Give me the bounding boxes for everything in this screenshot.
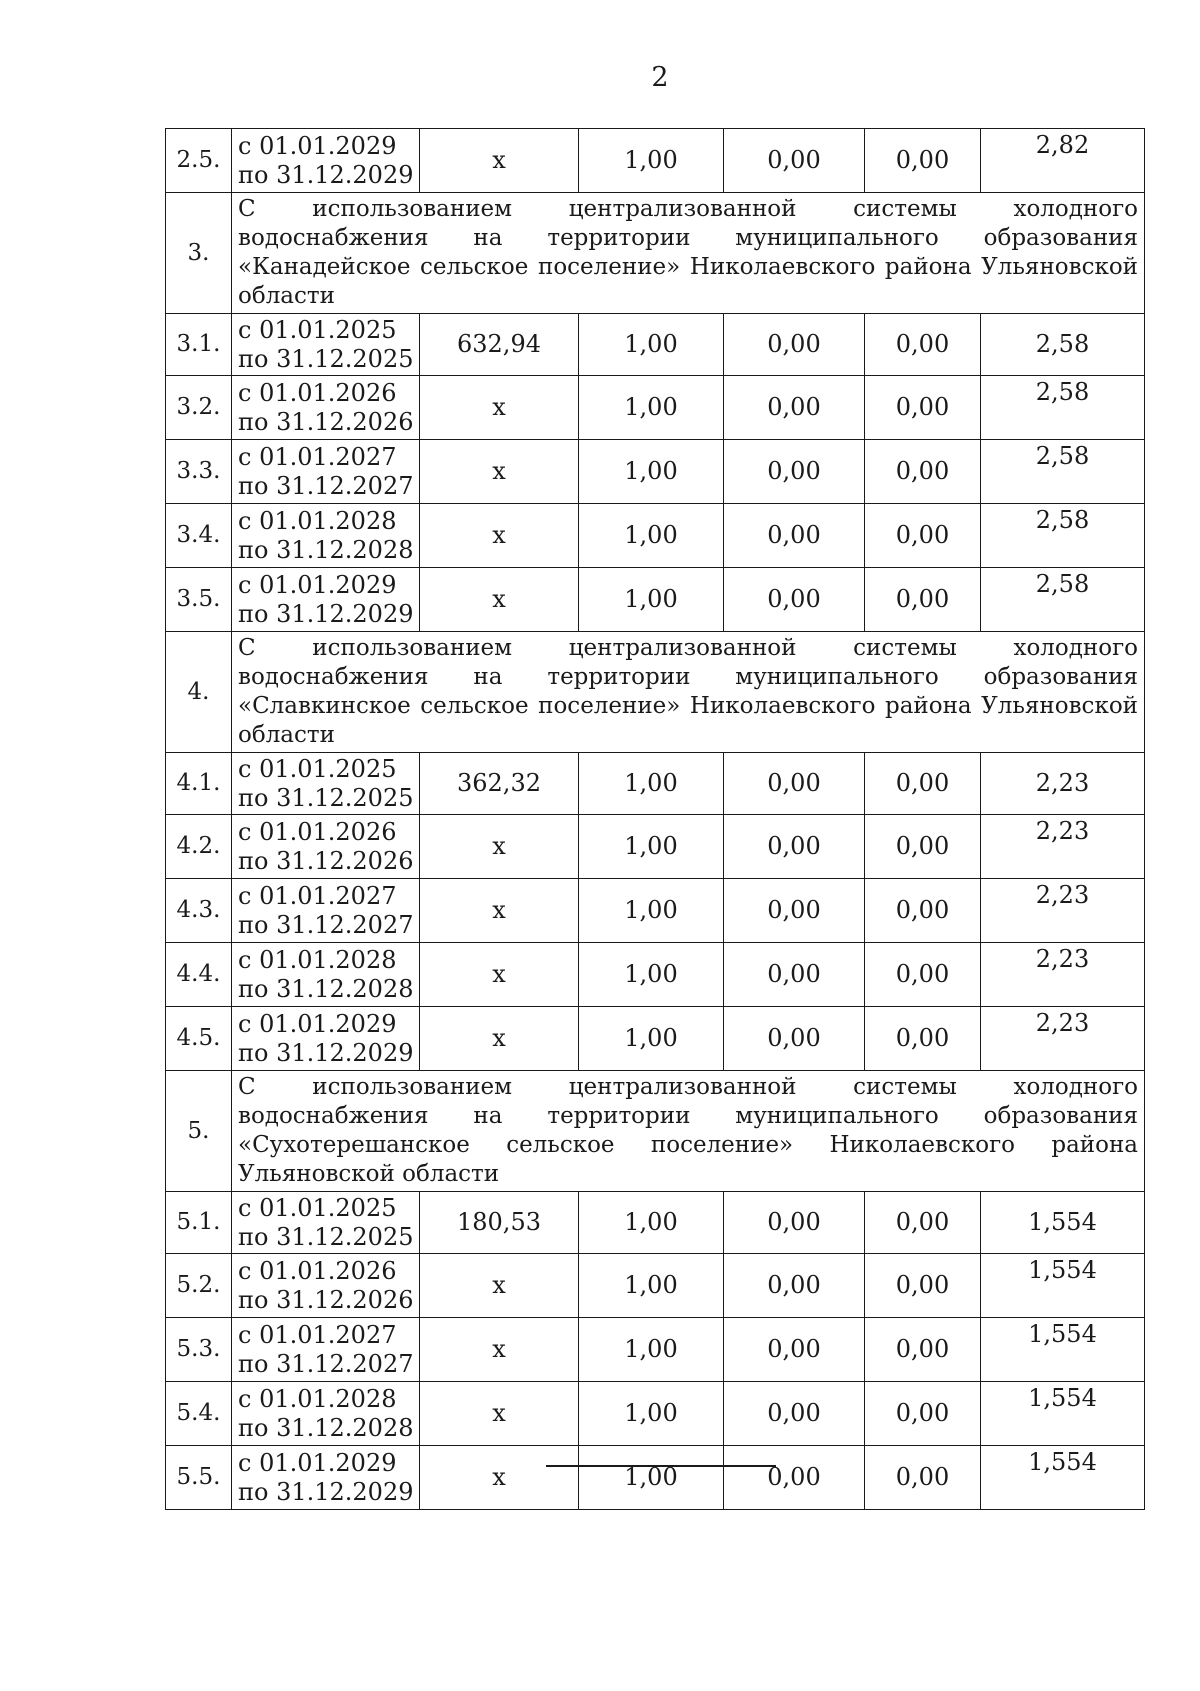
table-row [166,440,1145,504]
value-cell: 1,00 [579,504,724,568]
value-cell: 2,58 [981,314,1145,376]
period-from: с 01.01.2028 [238,945,397,974]
tariff-table-body [166,129,1145,1510]
period-cell [232,1382,420,1446]
value-cell: 0,00 [865,1382,981,1446]
period-to: по 31.12.2027 [238,910,414,939]
row-number: 5.3. [166,1318,232,1382]
row-number: 4.1. [166,753,232,815]
value-cell: 0,00 [865,753,981,815]
value-cell: 1,00 [579,1007,724,1071]
value-cell: 1,00 [579,440,724,504]
value-cell: 1,00 [579,1254,724,1318]
period-cell [232,879,420,943]
value-cell: 2,58 [981,376,1145,440]
value-cell: 2,58 [981,568,1145,632]
value-cell: 0,00 [865,1446,981,1510]
period-from: с 01.01.2029 [238,131,397,160]
page-number: 2 [651,62,669,93]
value-cell: 1,554 [981,1254,1145,1318]
value-cell: 1,554 [981,1446,1145,1510]
row-number: 2.5. [166,129,232,193]
period-from: с 01.01.2026 [238,378,397,407]
tariff-table [165,128,1145,1510]
value-cell: 0,00 [865,129,981,193]
value-cell: 0,00 [865,504,981,568]
value-cell: 0,00 [865,568,981,632]
period-from: с 01.01.2029 [238,570,397,599]
table-row [166,314,1145,376]
row-number: 3.1. [166,314,232,376]
value-cell: 0,00 [724,129,865,193]
row-number: 5.1. [166,1192,232,1254]
value-cell: 0,00 [724,504,865,568]
period-from: с 01.01.2027 [238,1320,397,1349]
value-cell: х [420,1007,579,1071]
period-to: по 31.12.2027 [238,1349,414,1378]
value-cell: 0,00 [865,1254,981,1318]
value-cell: х [420,815,579,879]
value-cell: 2,23 [981,1007,1145,1071]
period-to: по 31.12.2028 [238,974,414,1003]
value-cell: 0,00 [724,440,865,504]
value-cell: 1,00 [579,815,724,879]
value-cell: 1,00 [579,376,724,440]
section-title: С использованием централизованной системы холодного водоснабжения на территории муниципального образования «Канадейское сельское поселение» Николаевского района Ульяновской области [232,193,1145,314]
period-from: с 01.01.2027 [238,442,397,471]
period-cell [232,943,420,1007]
value-cell: х [420,1446,579,1510]
value-cell: 1,00 [579,1318,724,1382]
period-to: по 31.12.2025 [238,1222,414,1251]
row-number: 3.5. [166,568,232,632]
period-cell [232,753,420,815]
row-number: 3.2. [166,376,232,440]
table-row [166,753,1145,815]
section-number: 5. [166,1071,232,1192]
value-cell: 1,00 [579,879,724,943]
row-number: 5.5. [166,1446,232,1510]
value-cell: 2,23 [981,753,1145,815]
section-header-row [166,1071,1145,1192]
section-header-row [166,193,1145,314]
value-cell: х [420,129,579,193]
value-cell: 0,00 [724,568,865,632]
period-to: по 31.12.2029 [238,160,414,189]
value-cell: 1,00 [579,1192,724,1254]
value-cell: 2,23 [981,879,1145,943]
row-number: 5.4. [166,1382,232,1446]
value-cell: 0,00 [724,1254,865,1318]
value-cell: 0,00 [865,376,981,440]
period-from: с 01.01.2025 [238,315,397,344]
value-cell: х [420,1382,579,1446]
period-from: с 01.01.2025 [238,754,397,783]
row-number: 4.4. [166,943,232,1007]
table-row [166,943,1145,1007]
value-cell: 2,23 [981,943,1145,1007]
table-row [166,1192,1145,1254]
section-title: С использованием централизованной системы холодного водоснабжения на территории муниципального образования «Славкинское сельское поселение» Николаевского района Ульяновской области [232,632,1145,753]
period-cell [232,1192,420,1254]
period-cell [232,376,420,440]
value-cell: 1,00 [579,1446,724,1510]
period-cell [232,815,420,879]
period-to: по 31.12.2029 [238,599,414,628]
table-row [166,1446,1145,1510]
period-from: с 01.01.2027 [238,881,397,910]
table-row [166,1382,1145,1446]
value-cell: 0,00 [724,815,865,879]
period-to: по 31.12.2025 [238,783,414,812]
value-cell: 0,00 [865,943,981,1007]
value-cell: 632,94 [420,314,579,376]
value-cell: 0,00 [724,879,865,943]
period-to: по 31.12.2025 [238,344,414,373]
period-from: с 01.01.2029 [238,1009,397,1038]
period-from: с 01.01.2028 [238,1384,397,1413]
period-cell [232,314,420,376]
value-cell: 2,58 [981,504,1145,568]
value-cell: 1,554 [981,1192,1145,1254]
value-cell: 0,00 [865,1192,981,1254]
value-cell: х [420,440,579,504]
table-row [166,129,1145,193]
period-cell [232,568,420,632]
value-cell: 1,00 [579,568,724,632]
value-cell: 0,00 [865,879,981,943]
period-from: с 01.01.2025 [238,1193,397,1222]
period-cell [232,129,420,193]
value-cell: 1,554 [981,1318,1145,1382]
value-cell: х [420,568,579,632]
value-cell: 1,00 [579,943,724,1007]
period-to: по 31.12.2029 [238,1477,414,1506]
end-divider [546,1465,776,1467]
value-cell: 2,82 [981,129,1145,193]
value-cell: 1,00 [579,753,724,815]
value-cell: 1,00 [579,1382,724,1446]
value-cell: 1,554 [981,1382,1145,1446]
value-cell: х [420,943,579,1007]
table-row [166,815,1145,879]
period-cell [232,440,420,504]
period-to: по 31.12.2026 [238,407,414,436]
period-cell [232,1007,420,1071]
value-cell: х [420,376,579,440]
value-cell: х [420,1254,579,1318]
table-row [166,879,1145,943]
value-cell: 2,58 [981,440,1145,504]
period-from: с 01.01.2026 [238,1256,397,1285]
section-number: 3. [166,193,232,314]
period-from: с 01.01.2026 [238,817,397,846]
period-to: по 31.12.2029 [238,1038,414,1067]
value-cell: 0,00 [865,815,981,879]
row-number: 3.3. [166,440,232,504]
table-row [166,1007,1145,1071]
value-cell: х [420,1318,579,1382]
section-header-row [166,632,1145,753]
value-cell: 0,00 [724,314,865,376]
value-cell: 0,00 [724,943,865,1007]
period-cell [232,504,420,568]
period-from: с 01.01.2029 [238,1448,397,1477]
value-cell: 0,00 [865,314,981,376]
period-to: по 31.12.2027 [238,471,414,500]
value-cell: х [420,504,579,568]
value-cell: 0,00 [724,1192,865,1254]
table-row [166,1254,1145,1318]
value-cell: 0,00 [724,1318,865,1382]
table-row [166,568,1145,632]
period-to: по 31.12.2026 [238,846,414,875]
value-cell: 1,00 [579,314,724,376]
value-cell: 180,53 [420,1192,579,1254]
period-to: по 31.12.2028 [238,1413,414,1442]
value-cell: х [420,879,579,943]
table-row [166,1318,1145,1382]
table-row [166,504,1145,568]
value-cell: 1,00 [579,129,724,193]
period-to: по 31.12.2028 [238,535,414,564]
row-number: 5.2. [166,1254,232,1318]
period-cell [232,1446,420,1510]
value-cell: 2,23 [981,815,1145,879]
period-from: с 01.01.2028 [238,506,397,535]
value-cell: 0,00 [724,753,865,815]
period-cell [232,1318,420,1382]
section-number: 4. [166,632,232,753]
section-title: С использованием централизованной системы холодного водоснабжения на территории муниципального образования «Сухотерешанское сельское поселение» Николаевского района Ульяновской области [232,1071,1145,1192]
period-to: по 31.12.2026 [238,1285,414,1314]
value-cell: 0,00 [724,1446,865,1510]
row-number: 4.3. [166,879,232,943]
row-number: 4.5. [166,1007,232,1071]
row-number: 4.2. [166,815,232,879]
row-number: 3.4. [166,504,232,568]
value-cell: 0,00 [724,1382,865,1446]
value-cell: 362,32 [420,753,579,815]
period-cell [232,1254,420,1318]
value-cell: 0,00 [865,1318,981,1382]
value-cell: 0,00 [865,1007,981,1071]
table-row [166,376,1145,440]
value-cell: 0,00 [865,440,981,504]
value-cell: 0,00 [724,376,865,440]
value-cell: 0,00 [724,1007,865,1071]
